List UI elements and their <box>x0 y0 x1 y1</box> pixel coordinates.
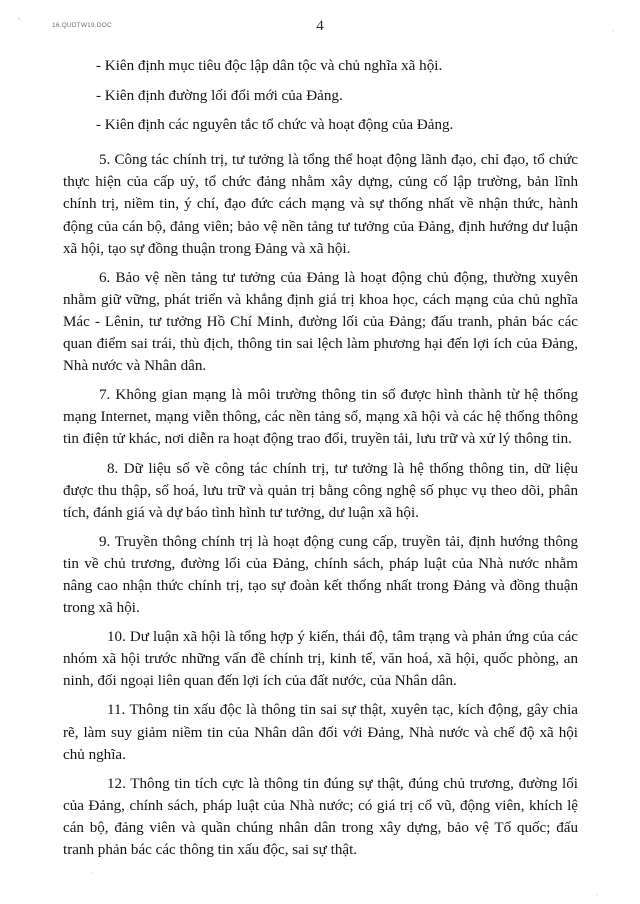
numbered-paragraph-10: 10. Dư luận xã hội là tổng hợp ý kiến, thái độ, tâm trạng và phản ứng của các nhóm xã hội trước những vấn đề chính trị, kinh tế, văn hoá, xã hội, quốc phòng, an ninh, đối ngoại liên quan đến lợi ích của đất nước, của Nhân dân. <box>63 629 578 690</box>
bullet-paragraph-1: - Kiên định mục tiêu độc lập dân tộc và chủ nghĩa xã hội. <box>96 58 443 74</box>
numbered-paragraph-7: 7. Không gian mạng là môi trường thông tin số được hình thành từ hệ thống mạng Internet, mạng viễn thông, các nền tảng số, mạng xã hội và các hệ thống thông tin điện tử khác, nơi diễn ra hoạt động trao đổi, truyền tải, lưu trữ và xử lý thông tin. <box>63 387 578 448</box>
numbered-paragraph-12: 12. Thông tin tích cực là thông tin đúng sự thật, đúng chủ trương, đường lối của Đảng, chính sách, pháp luật của Nhà nước; có giá trị cổ vũ, động viên, khích lệ cán bộ, đảng viên và quần chúng nhân dân trong xây dựng, bảo vệ Tổ quốc; đấu tranh phản bác các thông tin xấu độc, sai sự thật. <box>63 775 578 858</box>
scan-artifact <box>629 63 631 65</box>
page-number: 4 <box>316 18 324 34</box>
numbered-paragraph-11: 11. Thông tin xấu độc là thông tin sai sự thật, xuyên tạc, kích động, gây chia rẽ, làm suy giảm niềm tin của Nhân dân đối với Đảng, Nhà nước và chế độ xã hội chủ nghĩa. <box>63 702 578 763</box>
document-body <box>63 55 578 861</box>
numbered-paragraph-5: 5. Công tác chính trị, tư tưởng là tổng thể hoạt động lãnh đạo, chỉ đạo, tổ chức thực hiện của cấp uỷ, tổ chức đảng nhằm xây dựng, củng cố lập trường, bản lĩnh chính trị, niềm tin, ý chí, đạo đức cách mạng và sự thống nhất về nhận thức, hành động của cán bộ, đảng viên; bảo vệ nền tảng tư tưởng của Đảng, định hướng dư luận xã hội, tạo sự đồng thuận trong Đảng và xã hội. <box>63 152 578 257</box>
header-filename: 16.QUDTW19.DOC <box>52 22 112 29</box>
scan-artifact <box>596 894 598 896</box>
numbered-paragraph-6: 6. Bảo vệ nền tảng tư tưởng của Đảng là hoạt động chủ động, thường xuyên nhằm giữ vững, phát triển và khẳng định giá trị khoa học, cách mạng của chủ nghĩa Mác - Lênin, tư tưởng Hồ Chí Minh, đường lối của Đảng; đấu tranh, phản bác các quan điểm sai trái, thù địch, thông tin sai lệch làm phương hại đến lợi ích của Đảng, Nhà nước và Nhân dân. <box>63 269 578 375</box>
page-header <box>0 18 640 44</box>
scan-artifact <box>91 872 93 874</box>
numbered-paragraph-9: 9. Truyền thông chính trị là hoạt động cung cấp, truyền tải, định hướng thông tin về chủ trương, đường lối của Đảng, chính sách, pháp luật của Nhà nước nhằm nâng cao nhận thức chính trị, tạo sự đoàn kết thống nhất trong Đảng và đồng thuận trong xã hội. <box>63 533 578 617</box>
bullet-paragraph-2: - Kiên định đường lối đổi mới của Đảng. <box>96 87 343 104</box>
numbered-paragraph-8: 8. Dữ liệu số về công tác chính trị, tư tưởng là hệ thống thông tin, dữ liệu được thu thập, số hoá, lưu trữ và quản trị bằng công nghệ số phục vụ theo dõi, phân tích, đánh giá và dự báo tình hình tư tưởng, dư luận xã hội. <box>63 460 578 521</box>
bullet-paragraph-3: - Kiên định các nguyên tắc tổ chức và hoạt động của Đảng. <box>96 117 454 134</box>
